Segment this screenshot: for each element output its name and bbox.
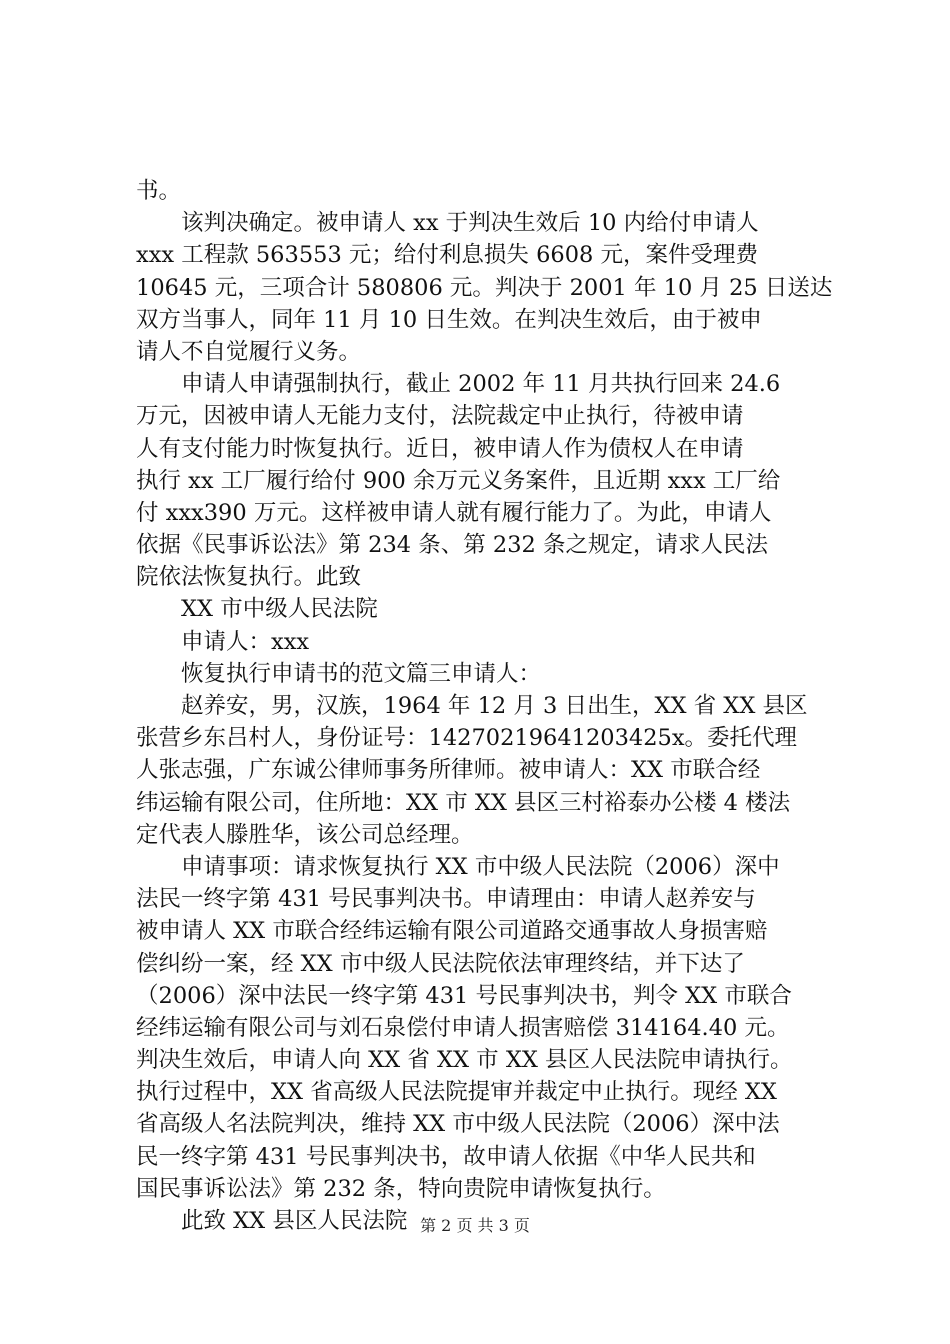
text-line: 执行过程中，XX 省高级人民法院提审并裁定中止执行。现经 XX: [136, 1079, 777, 1106]
text-line: 法民一终字第 431 号民事判决书。申请理由：申请人赵养安与: [136, 886, 756, 913]
document-body: [136, 175, 836, 1237]
text-line: 执行 xx 工厂履行给付 900 余万元义务案件，且近期 xxx 工厂给: [136, 467, 781, 494]
text-line: 院依法恢复执行。此致: [136, 564, 362, 591]
text-line: 书。: [136, 178, 182, 204]
page-footer: [0, 1216, 950, 1236]
text-line: 请人不自觉履行义务。: [136, 338, 362, 365]
text-line: 判决生效后，申请人向 XX 省 XX 市 XX 县区人民法院申请执行。: [136, 1047, 793, 1074]
text-line: 民一终字第 431 号民事判决书，故申请人依据《中华人民共和: [136, 1143, 756, 1170]
text-line: 该判决确定。被申请人 xx 于判决生效后 10 内给付申请人: [181, 210, 759, 237]
page-number: 第 2 页 共 3 页: [420, 1216, 530, 1235]
text-line: 10645 元，三项合计 580806 元。判决于 2001 年 10 月 25 日送达: [136, 274, 833, 301]
section-heading: 恢复执行申请书的范文篇三申请人：: [181, 660, 542, 687]
text-line: 赵养安，男，汉族，1964 年 12 月 3 日出生，XX 省 XX 县区: [181, 693, 808, 719]
text-line: 国民事诉讼法》第 232 条，特向贵院申请恢复执行。: [136, 1175, 666, 1202]
text-line: 张营乡东吕村人，身份证号：14270219641203425x。委托代理: [136, 725, 798, 752]
text-line: 偿纠纷一案，经 XX 市中级人民法院依法审理终结，并下达了: [136, 950, 745, 977]
text-line: 省高级人名法院判决，维持 XX 市中级人民法院（2006）深中法: [136, 1111, 780, 1138]
text-line: 双方当事人，同年 11 月 10 日生效。在判决生效后，由于被申: [136, 306, 762, 333]
text-line: 依据《民事诉讼法》第 234 条、第 232 条之规定，请求人民法: [136, 532, 769, 559]
text-line: 人张志强，广东诚公律师事务所律师。被申请人：XX 市联合经: [136, 757, 761, 784]
text-line: 纬运输有限公司，住所地：XX 市 XX 县区三村裕泰办公楼 4 楼法: [136, 789, 791, 816]
text-line: 申请事项：请求恢复执行 XX 市中级人民法院（2006）深中: [181, 853, 780, 880]
text-line: 申请人申请强制执行，截止 2002 年 11 月共执行回来 24.6: [181, 371, 781, 398]
addressee-line: XX 市中级人民法院: [181, 596, 378, 623]
applicant-line: 申请人：xxx: [181, 628, 310, 655]
text-line: 万元，因被申请人无能力支付，法院裁定中止执行，待被申请: [136, 403, 744, 430]
text-line: 人有支付能力时恢复执行。近日，被申请人作为债权人在申请: [136, 435, 744, 462]
closing-line: 此致 XX 县区人民法院: [181, 1208, 408, 1234]
text-line: xxx 工程款 563553 元；给付利息损失 6608 元，案件受理费: [136, 242, 758, 269]
text-line: （2006）深中法民一终字第 431 号民事判决书，判令 XX 市联合: [136, 982, 792, 1009]
text-line: 被申请人 XX 市联合经纬运输有限公司道路交通事故人身损害赔: [136, 918, 768, 945]
text-line: 定代表人滕胜华，该公司总经理。: [136, 821, 474, 848]
text-line: 经纬运输有限公司与刘石泉偿付申请人损害赔偿 314164.40 元。: [136, 1014, 790, 1041]
text-line: 付 xxx390 万元。这样被申请人就有履行能力了。为此，申请人: [136, 499, 772, 526]
